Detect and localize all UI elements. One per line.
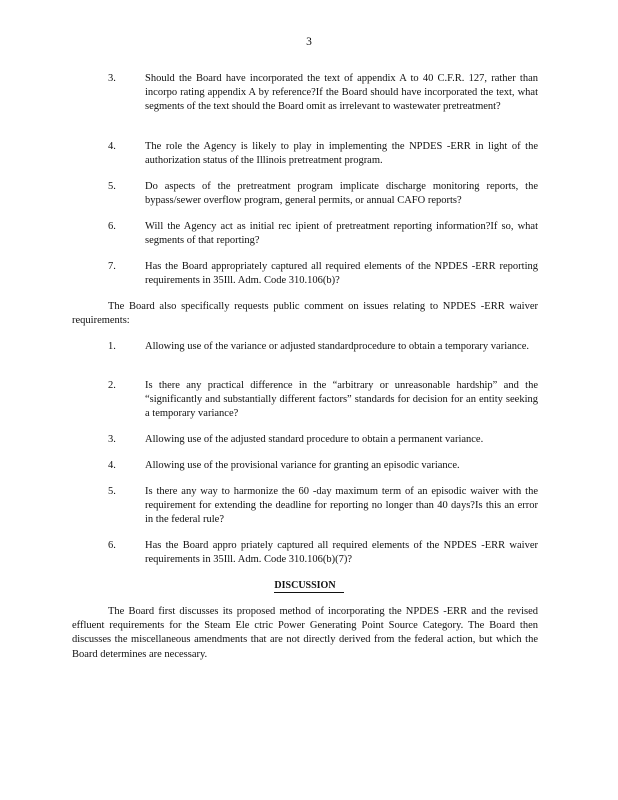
list-item-number: 5. bbox=[108, 486, 116, 497]
list-item-text: Allowing use of the provisional variance for granting an episodic variance. bbox=[145, 460, 460, 471]
list-item-text: Has the Board appro priately captured all required elements of the NPDES -ERR waiver requirements in 35Ill. Adm. Code 310.106(b)(7)? bbox=[145, 540, 538, 566]
list-item-number: 1. bbox=[108, 341, 116, 352]
list-item-number: 5. bbox=[108, 181, 116, 192]
list-item-text: Should the Board have incorporated the text of appendix A to 40 C.F.R. 127, rather than incorpo rating appendix A by reference?If the Board should have incorporated the text, what segments of the text should the Board omit as irrelevant to wastewater pretreatment? bbox=[145, 73, 538, 113]
list-item-number: 6. bbox=[108, 221, 116, 232]
list-item-number: 3. bbox=[108, 434, 116, 445]
list-item-text: Do aspects of the pretreatment program implicate discharge monitoring reports, the bypass/sewer overflow program, general permits, or annual CAFO reports? bbox=[145, 181, 538, 207]
page-number: 3 bbox=[306, 36, 312, 48]
list-item-text: Allowing use of the adjusted standard procedure to obtain a permanent variance. bbox=[145, 434, 484, 445]
list-item-number: 6. bbox=[108, 540, 116, 551]
list-item-text: Will the Agency act as initial rec ipient of pretreatment reporting information?If so, what segments of that reporting? bbox=[145, 221, 538, 247]
list-item-number: 4. bbox=[108, 460, 116, 471]
discussion-heading: DISCUSSION bbox=[274, 580, 343, 593]
section-heading bbox=[0, 580, 618, 593]
list-item-number: 7. bbox=[108, 261, 116, 272]
discussion-paragraph: The Board first discusses its proposed method of incorporating the NPDES -ERR and the revised effluent requirements for the Steam Ele ctric Power Generating Point Source Category. The Board then discusses the miscellaneous amendments that are not directly derived from the federal action, but which the Board determines are necessary. bbox=[72, 606, 538, 660]
intro-paragraph: The Board also specifically requests public comment on issues relating to NPDES -ERR waiver requirements: bbox=[72, 301, 538, 327]
list-item-text: Is there any practical difference in the “arbitrary or unreasonable hardship” and the “significantly and substantially different factors” standards for decision for an entity seeking a temporary variance? bbox=[145, 380, 538, 420]
list-item-text: The role the Agency is likely to play in implementing the NPDES -ERR in light of the authorization status of the Illinois pretreatment program. bbox=[145, 141, 538, 167]
list-item-number: 4. bbox=[108, 141, 116, 152]
list-item-number: 3. bbox=[108, 73, 116, 84]
list-item-number: 2. bbox=[108, 380, 116, 391]
list-item-text: Has the Board appropriately captured all required elements of the NPDES -ERR reporting requirements in 35Ill. Adm. Code 310.106(b)? bbox=[145, 261, 538, 287]
list-item-text: Allowing use of the variance or adjusted standardprocedure to obtain a temporary variance. bbox=[145, 341, 529, 352]
list-item-text: Is there any way to harmonize the 60 -day maximum term of an episodic waiver with the requirement for extending the deadline for reporting no longer than 40 days?Is this an error in the federal rule? bbox=[145, 486, 538, 526]
